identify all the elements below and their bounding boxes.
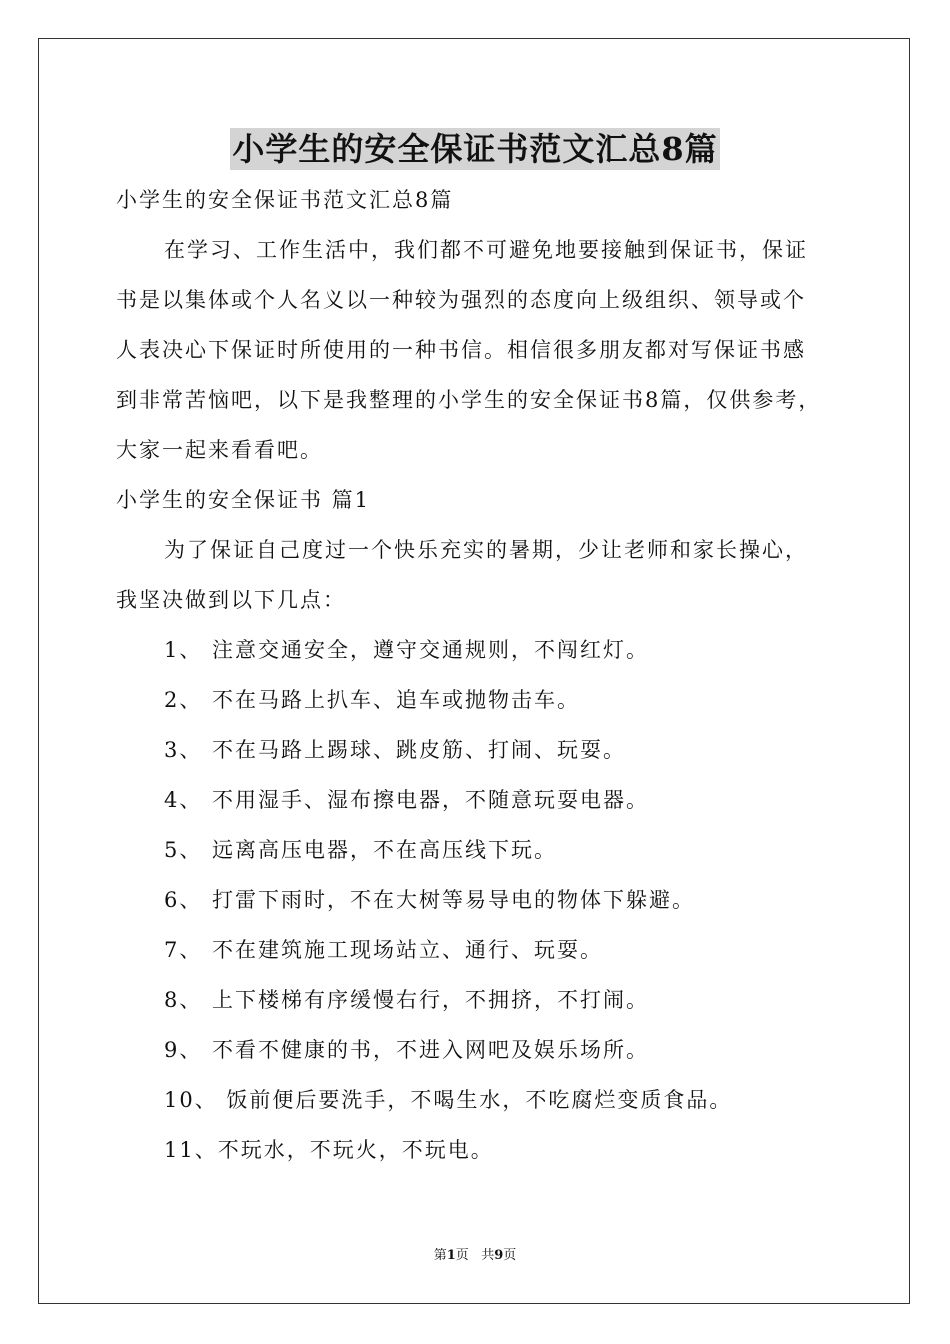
- intro-line: 到非常苦恼吧，以下是我整理的小学生的安全保证书8篇，仅供参考，: [116, 388, 822, 412]
- page-border: [38, 38, 910, 1304]
- list-item-text: 注意交通安全，遵守交通规则，不闯红灯。: [212, 638, 649, 662]
- list-item: [164, 936, 603, 964]
- list-item-number: 9、: [164, 1038, 203, 1062]
- list-item-number: 6、: [164, 888, 203, 912]
- intro-line: 人表决心下保证时所使用的一种书信。相信很多朋友都对写保证书感: [116, 338, 806, 362]
- intro-line: 大家一起来看看吧。: [116, 438, 323, 462]
- footer-page-total: 9: [494, 1248, 504, 1263]
- list-item-text: 打雷下雨时，不在大树等易导电的物体下躲避。: [212, 888, 695, 912]
- list-item-text: 不玩水，不玩火，不玩电。: [217, 1138, 494, 1162]
- list-item-number: 10、: [164, 1088, 218, 1112]
- list-item-text: 不在马路上踢球、跳皮筋、打闹、玩耍。: [212, 738, 626, 762]
- footer-page-suffix: 页: [455, 1248, 469, 1263]
- list-item-number: 2、: [164, 688, 203, 712]
- list-item-text: 不看不健康的书，不进入网吧及娱乐场所。: [212, 1038, 649, 1062]
- list-item-text: 不用湿手、湿布擦电器，不随意玩耍电器。: [212, 788, 649, 812]
- footer-page-current: 1: [446, 1248, 456, 1263]
- list-item: [164, 1036, 649, 1064]
- list-item-text: 饭前便后要洗手，不喝生水，不吃腐烂变质食品。: [217, 1088, 733, 1112]
- list-item: [164, 986, 649, 1014]
- section-heading: 小学生的安全保证书 篇1: [116, 488, 371, 512]
- list-item-number: 11、: [164, 1138, 218, 1162]
- document-subtitle: 小学生的安全保证书范文汇总8篇: [116, 188, 454, 212]
- list-item-text: 不在马路上扒车、追车或抛物击车。: [212, 688, 580, 712]
- list-item-number: 1、: [164, 638, 203, 662]
- intro-line: 在学习、工作生活中，我们都不可避免地要接触到保证书，保证: [164, 238, 808, 262]
- list-item-number: 3、: [164, 738, 203, 762]
- list-item: [164, 836, 557, 864]
- list-item: [164, 736, 626, 764]
- list-item: [164, 1136, 494, 1164]
- list-item-text: 远离高压电器，不在高压线下玩。: [212, 838, 557, 862]
- list-item-number: 7、: [164, 938, 203, 962]
- intro-line: 书是以集体或个人名义以一种较为强烈的态度向上级组织、领导或个: [116, 288, 806, 312]
- document-title: 小学生的安全保证书范文汇总8篇: [232, 130, 718, 168]
- page-footer: [0, 1248, 950, 1264]
- list-item-number: 4、: [164, 788, 203, 812]
- list-item: [164, 1086, 732, 1114]
- list-item: [164, 786, 649, 814]
- list-item-number: 8、: [164, 988, 203, 1012]
- section-intro-line: 我坚决做到以下几点：: [116, 588, 346, 612]
- list-item-number: 5、: [164, 838, 203, 862]
- footer-total-suffix: 页: [503, 1248, 517, 1263]
- section-intro-line: 为了保证自己度过一个快乐充实的暑期，少让老师和家长操心，: [164, 538, 808, 562]
- list-item: [164, 636, 649, 664]
- list-item-text: 上下楼梯有序缓慢右行，不拥挤，不打闹。: [212, 988, 649, 1012]
- list-item: [164, 886, 695, 914]
- list-item-text: 不在建筑施工现场站立、通行、玩耍。: [212, 938, 603, 962]
- footer-total-prefix: 共: [481, 1248, 495, 1263]
- footer-page-prefix: 第: [433, 1248, 447, 1263]
- title-container: [0, 128, 950, 170]
- list-item: [164, 686, 580, 714]
